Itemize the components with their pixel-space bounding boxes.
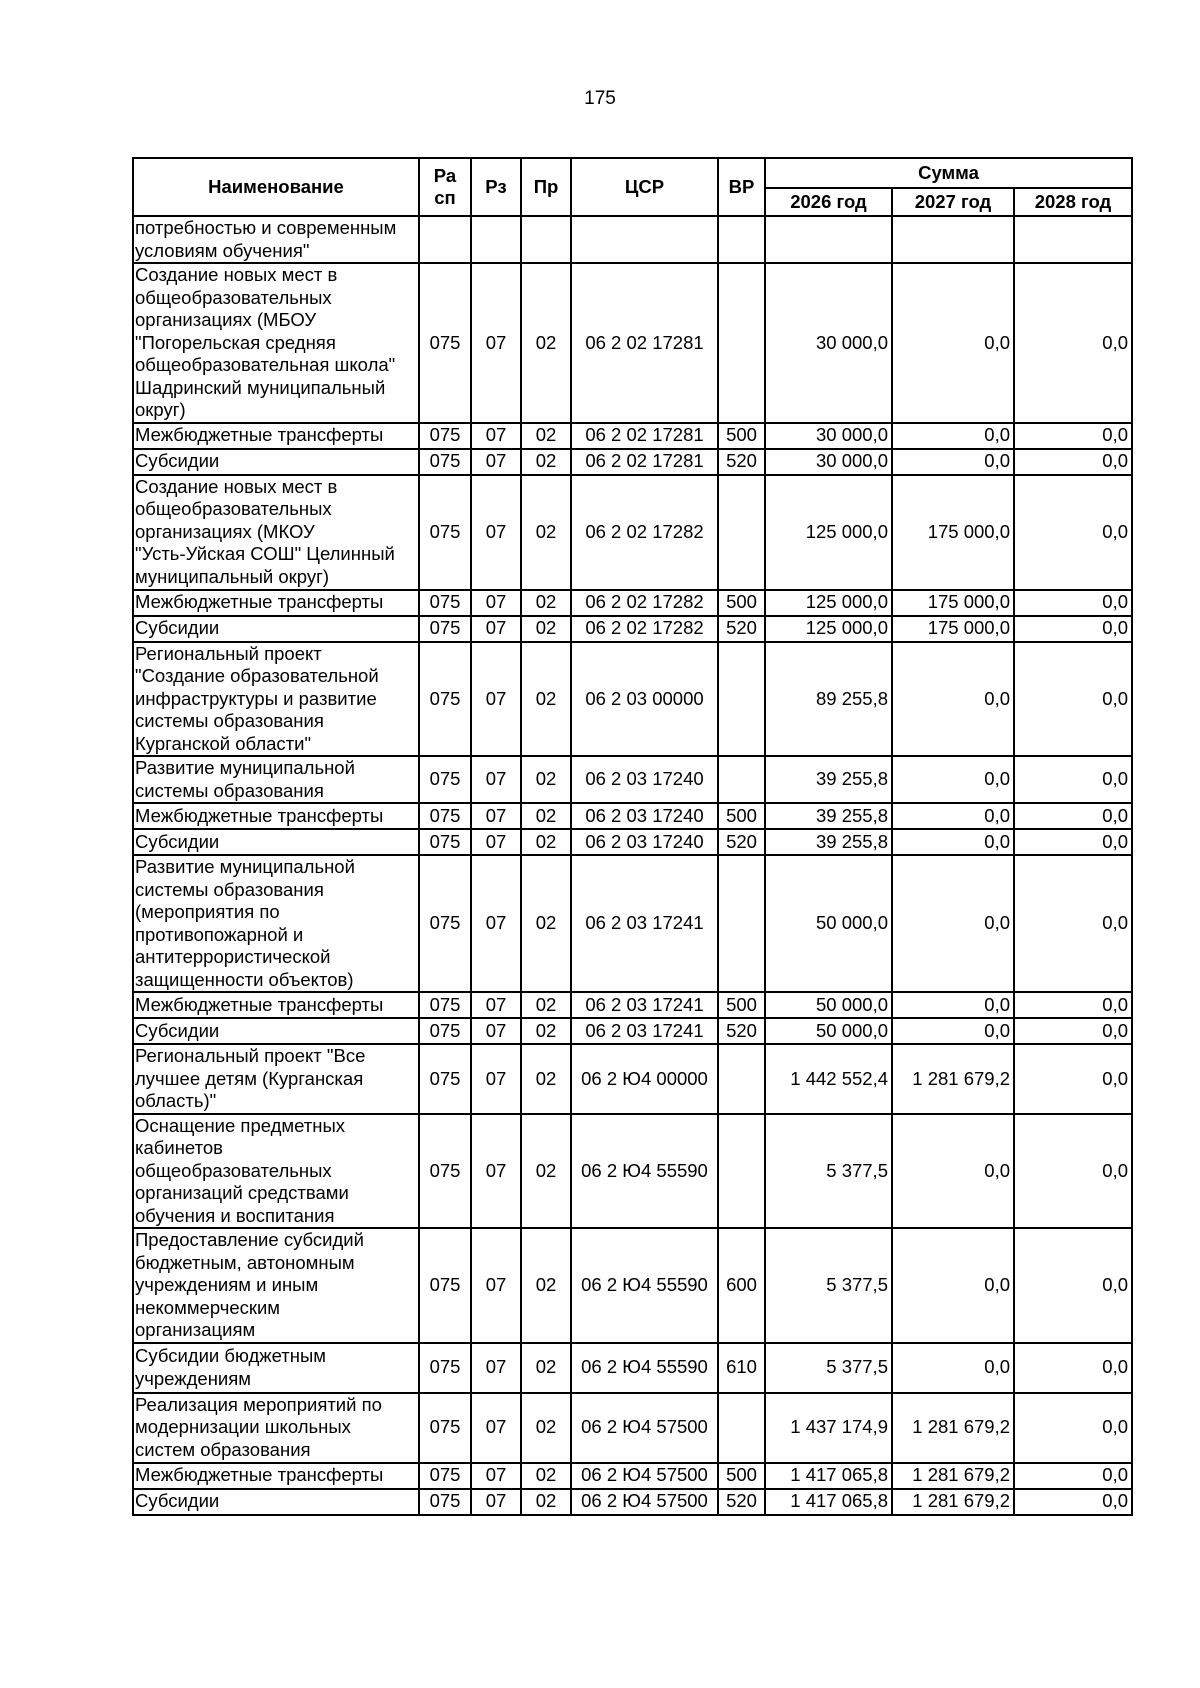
- table-row: [133, 475, 1132, 590]
- cell-sum-2027: [892, 216, 1014, 263]
- cell-name: [133, 1343, 419, 1393]
- cell-rz: 07: [471, 803, 521, 829]
- cell-sum-2027: 0,0: [892, 829, 1014, 855]
- name-line: системы образования: [135, 878, 324, 900]
- cell-sum-2026: 1 417 065,8: [765, 1463, 892, 1489]
- cell-rasp: 075: [419, 1114, 471, 1229]
- cell-csr: [571, 216, 718, 263]
- cell-sum-2026: 1 437 174,9: [765, 1393, 892, 1463]
- cell-csr: 06 2 02 17281: [571, 449, 718, 475]
- cell-csr: 06 2 Ю4 00000: [571, 1044, 718, 1114]
- cell-pr: 02: [521, 1114, 571, 1229]
- cell-csr: 06 2 02 17282: [571, 590, 718, 616]
- cell-csr: 06 2 Ю4 55590: [571, 1228, 718, 1343]
- cell-sum-2026: 1 417 065,8: [765, 1489, 892, 1515]
- cell-rz: 07: [471, 475, 521, 590]
- name-line: инфраструктуры и развитие: [135, 687, 377, 709]
- cell-rasp: 075: [419, 1463, 471, 1489]
- cell-name: [133, 590, 419, 616]
- cell-rasp: 075: [419, 855, 471, 992]
- cell-pr: 02: [521, 829, 571, 855]
- cell-rz: 07: [471, 1489, 521, 1515]
- table-row: [133, 829, 1132, 855]
- cell-csr: 06 2 02 17282: [571, 616, 718, 642]
- name-line: область)": [135, 1090, 217, 1111]
- cell-rasp: 075: [419, 475, 471, 590]
- cell-rasp: 075: [419, 829, 471, 855]
- cell-pr: 02: [521, 642, 571, 757]
- cell-csr: 06 2 Ю4 55590: [571, 1343, 718, 1393]
- header-vr: ВР: [718, 158, 765, 216]
- cell-vr: 520: [718, 1018, 765, 1044]
- cell-name: [133, 1018, 419, 1044]
- table-row: [133, 1228, 1132, 1343]
- cell-sum-2026: 5 377,5: [765, 1343, 892, 1393]
- cell-rz: 07: [471, 642, 521, 757]
- cell-name: [133, 449, 419, 475]
- cell-sum-2028: 0,0: [1014, 756, 1132, 803]
- cell-rasp: 075: [419, 992, 471, 1018]
- cell-name: [133, 1393, 419, 1463]
- name-line: организаций средствами: [135, 1182, 349, 1203]
- cell-sum-2028: 0,0: [1014, 829, 1132, 855]
- name-line: Межбюджетные трансферты: [135, 1464, 384, 1486]
- cell-rz: 07: [471, 1018, 521, 1044]
- name-line: Субсидии: [135, 1019, 220, 1041]
- name-line: Развитие муниципальной: [135, 856, 355, 877]
- cell-name: [133, 855, 419, 992]
- cell-vr: 610: [718, 1343, 765, 1393]
- table-row: [133, 855, 1132, 992]
- name-line: системы образования: [135, 779, 324, 801]
- cell-vr: 520: [718, 1489, 765, 1515]
- name-line: Межбюджетные трансферты: [135, 591, 384, 613]
- cell-vr: 520: [718, 829, 765, 855]
- cell-pr: [521, 216, 571, 263]
- cell-sum-2026: 89 255,8: [765, 642, 892, 757]
- cell-sum-2028: 0,0: [1014, 590, 1132, 616]
- cell-rz: 07: [471, 829, 521, 855]
- cell-name: [133, 829, 419, 855]
- cell-rasp: 075: [419, 1393, 471, 1463]
- name-line: организациях (МБОУ: [135, 309, 317, 330]
- cell-vr: 500: [718, 992, 765, 1018]
- name-line: некоммерческим: [135, 1296, 281, 1318]
- cell-sum-2027: 0,0: [892, 1228, 1014, 1343]
- cell-sum-2027: 0,0: [892, 263, 1014, 423]
- table-row: [133, 590, 1132, 616]
- cell-rz: 07: [471, 855, 521, 992]
- cell-csr: 06 2 03 17240: [571, 829, 718, 855]
- cell-name: [133, 1489, 419, 1515]
- cell-name: [133, 616, 419, 642]
- cell-pr: 02: [521, 855, 571, 992]
- cell-vr: [718, 1044, 765, 1114]
- cell-sum-2026: 39 255,8: [765, 756, 892, 803]
- header-sum: Сумма: [765, 158, 1132, 188]
- cell-csr: 06 2 Ю4 55590: [571, 1114, 718, 1229]
- header-rz: Рз: [471, 158, 521, 216]
- name-line: противопожарной и: [135, 923, 304, 945]
- cell-name: [133, 1044, 419, 1114]
- cell-csr: 06 2 02 17281: [571, 263, 718, 423]
- cell-sum-2027: 0,0: [892, 1018, 1014, 1044]
- cell-rz: 07: [471, 756, 521, 803]
- cell-vr: [718, 855, 765, 992]
- cell-pr: 02: [521, 1393, 571, 1463]
- cell-csr: 06 2 03 17241: [571, 1018, 718, 1044]
- cell-sum-2026: 125 000,0: [765, 475, 892, 590]
- cell-vr: 500: [718, 590, 765, 616]
- cell-name: [133, 756, 419, 803]
- name-line: общеобразовательная школа": [135, 354, 396, 375]
- name-line: Создание новых мест в: [135, 475, 338, 497]
- cell-rasp: 075: [419, 1044, 471, 1114]
- table-row: [133, 1114, 1132, 1229]
- table-row: [133, 616, 1132, 642]
- name-line: Субсидии: [135, 450, 220, 472]
- cell-sum-2028: 0,0: [1014, 803, 1132, 829]
- name-line: организациях (МКОУ: [135, 520, 315, 542]
- cell-pr: 02: [521, 803, 571, 829]
- header-year-2028: 2028 год: [1014, 188, 1132, 216]
- name-line: Региональный проект "Все: [135, 1045, 366, 1066]
- cell-sum-2026: 125 000,0: [765, 616, 892, 642]
- cell-sum-2026: 30 000,0: [765, 263, 892, 423]
- cell-rz: 07: [471, 1114, 521, 1229]
- cell-name: [133, 803, 419, 829]
- cell-vr: 500: [718, 803, 765, 829]
- cell-pr: 02: [521, 423, 571, 449]
- cell-rasp: 075: [419, 1018, 471, 1044]
- cell-vr: [718, 263, 765, 423]
- name-line: муниципальный округ): [135, 565, 330, 587]
- cell-sum-2026: 50 000,0: [765, 992, 892, 1018]
- cell-sum-2027: 0,0: [892, 992, 1014, 1018]
- cell-vr: [718, 756, 765, 803]
- table-row: [133, 803, 1132, 829]
- cell-name: [133, 992, 419, 1018]
- cell-name: [133, 216, 419, 263]
- header-csr: ЦСР: [571, 158, 718, 216]
- cell-name: [133, 642, 419, 757]
- cell-rasp: 075: [419, 642, 471, 757]
- cell-sum-2026: 30 000,0: [765, 423, 892, 449]
- cell-sum-2027: 0,0: [892, 449, 1014, 475]
- cell-pr: 02: [521, 263, 571, 423]
- name-line: Реализация мероприятий по: [135, 1393, 382, 1415]
- table-row: [133, 642, 1132, 757]
- cell-sum-2028: 0,0: [1014, 642, 1132, 757]
- cell-name: [133, 475, 419, 590]
- cell-rz: 07: [471, 992, 521, 1018]
- cell-sum-2026: [765, 216, 892, 263]
- cell-csr: 06 2 03 17240: [571, 756, 718, 803]
- cell-pr: 02: [521, 1463, 571, 1489]
- cell-sum-2026: 5 377,5: [765, 1228, 892, 1343]
- name-line: антитеррористической: [135, 946, 331, 967]
- cell-sum-2028: 0,0: [1014, 1463, 1132, 1489]
- cell-rasp: 075: [419, 1489, 471, 1515]
- cell-sum-2026: 1 442 552,4: [765, 1044, 892, 1114]
- header-pr: Пр: [521, 158, 571, 216]
- cell-sum-2026: 30 000,0: [765, 449, 892, 475]
- cell-rasp: 075: [419, 590, 471, 616]
- name-line: систем образования: [135, 1438, 311, 1460]
- cell-name: [133, 1228, 419, 1343]
- budget-table: [132, 157, 1133, 1516]
- name-line: "Создание образовательной: [135, 665, 379, 686]
- header-rasp-label: Ра сп: [433, 165, 457, 208]
- cell-csr: 06 2 03 17241: [571, 855, 718, 992]
- cell-csr: 06 2 02 17281: [571, 423, 718, 449]
- table-row: [133, 1343, 1132, 1393]
- cell-rz: [471, 216, 521, 263]
- cell-rz: 07: [471, 1463, 521, 1489]
- table-row: [133, 992, 1132, 1018]
- cell-pr: 02: [521, 1044, 571, 1114]
- name-line: "Погорельская средняя: [135, 331, 336, 353]
- name-line: Оснащение предметных: [135, 1114, 346, 1136]
- cell-csr: 06 2 Ю4 57500: [571, 1393, 718, 1463]
- cell-sum-2027: 0,0: [892, 855, 1014, 992]
- cell-vr: [718, 216, 765, 263]
- cell-pr: 02: [521, 1018, 571, 1044]
- cell-pr: 02: [521, 449, 571, 475]
- cell-sum-2026: 125 000,0: [765, 590, 892, 616]
- name-line: кабинетов: [135, 1137, 223, 1158]
- cell-rz: 07: [471, 263, 521, 423]
- cell-sum-2027: 0,0: [892, 1343, 1014, 1393]
- name-line: учреждениям и иным: [135, 1274, 319, 1295]
- cell-sum-2027: 0,0: [892, 1114, 1014, 1229]
- cell-rz: 07: [471, 616, 521, 642]
- name-line: организациям: [135, 1319, 256, 1340]
- table-row: [133, 449, 1132, 475]
- cell-sum-2028: 0,0: [1014, 1114, 1132, 1229]
- cell-csr: 06 2 03 17240: [571, 803, 718, 829]
- cell-rz: 07: [471, 1044, 521, 1114]
- cell-rasp: 075: [419, 756, 471, 803]
- cell-vr: 520: [718, 449, 765, 475]
- header-name: Наименование: [133, 158, 419, 216]
- table-row: [133, 1393, 1132, 1463]
- cell-rasp: 075: [419, 423, 471, 449]
- table-body: [133, 216, 1132, 1515]
- name-line: общеобразовательных: [135, 286, 332, 308]
- name-line: округ): [135, 399, 186, 420]
- name-line: модернизации школьных: [135, 1416, 351, 1438]
- name-line: лучшее детям (Курганская: [135, 1067, 364, 1089]
- header-rasp: [419, 158, 471, 216]
- cell-rz: 07: [471, 1343, 521, 1393]
- name-line: бюджетным, автономным: [135, 1251, 355, 1273]
- cell-rasp: 075: [419, 449, 471, 475]
- cell-rz: 07: [471, 449, 521, 475]
- cell-csr: 06 2 02 17282: [571, 475, 718, 590]
- cell-sum-2027: 1 281 679,2: [892, 1393, 1014, 1463]
- cell-vr: [718, 475, 765, 590]
- cell-vr: 500: [718, 1463, 765, 1489]
- cell-rasp: 075: [419, 803, 471, 829]
- cell-sum-2027: 0,0: [892, 756, 1014, 803]
- cell-vr: [718, 1393, 765, 1463]
- name-line: Субсидии: [135, 617, 220, 639]
- name-line: Субсидии бюджетным: [135, 1345, 327, 1366]
- cell-csr: 06 2 03 00000: [571, 642, 718, 757]
- name-line: Межбюджетные трансферты: [135, 424, 384, 446]
- cell-rasp: 075: [419, 1343, 471, 1393]
- name-line: защищенности объектов): [135, 968, 354, 990]
- cell-rasp: 075: [419, 616, 471, 642]
- cell-csr: 06 2 03 17241: [571, 992, 718, 1018]
- cell-vr: 500: [718, 423, 765, 449]
- cell-rasp: 075: [419, 1228, 471, 1343]
- cell-name: [133, 423, 419, 449]
- cell-sum-2028: 0,0: [1014, 423, 1132, 449]
- cell-pr: 02: [521, 590, 571, 616]
- cell-name: [133, 1114, 419, 1229]
- cell-csr: 06 2 Ю4 57500: [571, 1489, 718, 1515]
- name-line: общеобразовательных: [135, 1159, 332, 1181]
- cell-sum-2027: 0,0: [892, 803, 1014, 829]
- cell-sum-2028: 0,0: [1014, 616, 1132, 642]
- table-row: [133, 216, 1132, 263]
- cell-sum-2027: 0,0: [892, 642, 1014, 757]
- cell-rz: 07: [471, 1393, 521, 1463]
- cell-rz: 07: [471, 590, 521, 616]
- cell-sum-2027: 0,0: [892, 423, 1014, 449]
- name-line: учреждениям: [135, 1367, 252, 1389]
- name-line: обучения и воспитания: [135, 1204, 335, 1226]
- name-line: Курганской области": [135, 732, 312, 754]
- cell-sum-2026: 39 255,8: [765, 803, 892, 829]
- cell-sum-2028: 0,0: [1014, 1393, 1132, 1463]
- cell-sum-2028: 0,0: [1014, 992, 1132, 1018]
- cell-sum-2026: 50 000,0: [765, 1018, 892, 1044]
- cell-pr: 02: [521, 1228, 571, 1343]
- name-line: общеобразовательных: [135, 498, 332, 520]
- name-line: Межбюджетные трансферты: [135, 993, 384, 1015]
- name-line: Предоставление субсидий: [135, 1229, 364, 1250]
- table-row: [133, 756, 1132, 803]
- name-line: Субсидии: [135, 830, 220, 852]
- cell-pr: 02: [521, 1343, 571, 1393]
- cell-sum-2028: 0,0: [1014, 855, 1132, 992]
- cell-csr: 06 2 Ю4 57500: [571, 1463, 718, 1489]
- cell-sum-2028: 0,0: [1014, 1018, 1132, 1044]
- name-line: (мероприятия по: [135, 901, 280, 922]
- name-line: условиям обучения": [135, 239, 310, 261]
- table-row: [133, 263, 1132, 423]
- cell-pr: 02: [521, 616, 571, 642]
- cell-rz: 07: [471, 1228, 521, 1343]
- name-line: системы образования: [135, 710, 324, 731]
- cell-pr: 02: [521, 992, 571, 1018]
- cell-sum-2028: 0,0: [1014, 475, 1132, 590]
- header-year-2027: 2027 год: [892, 188, 1014, 216]
- cell-vr: 600: [718, 1228, 765, 1343]
- cell-sum-2027: 175 000,0: [892, 475, 1014, 590]
- cell-name: [133, 263, 419, 423]
- table-row: [133, 1463, 1132, 1489]
- cell-sum-2026: 5 377,5: [765, 1114, 892, 1229]
- name-line: "Усть-Уйская СОШ" Целинный: [135, 543, 395, 565]
- cell-rasp: [419, 216, 471, 263]
- name-line: Региональный проект: [135, 642, 322, 664]
- header-year-2026: 2026 год: [765, 188, 892, 216]
- cell-vr: [718, 1114, 765, 1229]
- cell-rz: 07: [471, 423, 521, 449]
- cell-pr: 02: [521, 475, 571, 590]
- cell-vr: 520: [718, 616, 765, 642]
- cell-sum-2026: 39 255,8: [765, 829, 892, 855]
- cell-sum-2028: 0,0: [1014, 449, 1132, 475]
- table-row: [133, 1044, 1132, 1114]
- cell-sum-2026: 50 000,0: [765, 855, 892, 992]
- cell-sum-2027: 1 281 679,2: [892, 1489, 1014, 1515]
- cell-pr: 02: [521, 756, 571, 803]
- cell-rasp: 075: [419, 263, 471, 423]
- cell-sum-2028: 0,0: [1014, 1044, 1132, 1114]
- cell-sum-2027: 175 000,0: [892, 616, 1014, 642]
- page-number: 175: [584, 88, 616, 109]
- cell-sum-2028: 0,0: [1014, 1228, 1132, 1343]
- table-row: [133, 1018, 1132, 1044]
- name-line: Субсидии: [135, 1490, 220, 1512]
- name-line: Межбюджетные трансферты: [135, 804, 384, 826]
- name-line: Развитие муниципальной: [135, 757, 355, 778]
- cell-sum-2028: 0,0: [1014, 1489, 1132, 1515]
- cell-sum-2027: 1 281 679,2: [892, 1463, 1014, 1489]
- cell-sum-2027: 1 281 679,2: [892, 1044, 1014, 1114]
- table-row: [133, 423, 1132, 449]
- cell-name: [133, 1463, 419, 1489]
- cell-pr: 02: [521, 1489, 571, 1515]
- cell-vr: [718, 642, 765, 757]
- name-line: потребностью и современным: [135, 217, 397, 238]
- name-line: Шадринский муниципальный: [135, 376, 386, 398]
- cell-sum-2028: 0,0: [1014, 1343, 1132, 1393]
- cell-sum-2028: [1014, 216, 1132, 263]
- name-line: Создание новых мест в: [135, 264, 338, 285]
- cell-sum-2028: 0,0: [1014, 263, 1132, 423]
- cell-sum-2027: 175 000,0: [892, 590, 1014, 616]
- table-row: [133, 1489, 1132, 1515]
